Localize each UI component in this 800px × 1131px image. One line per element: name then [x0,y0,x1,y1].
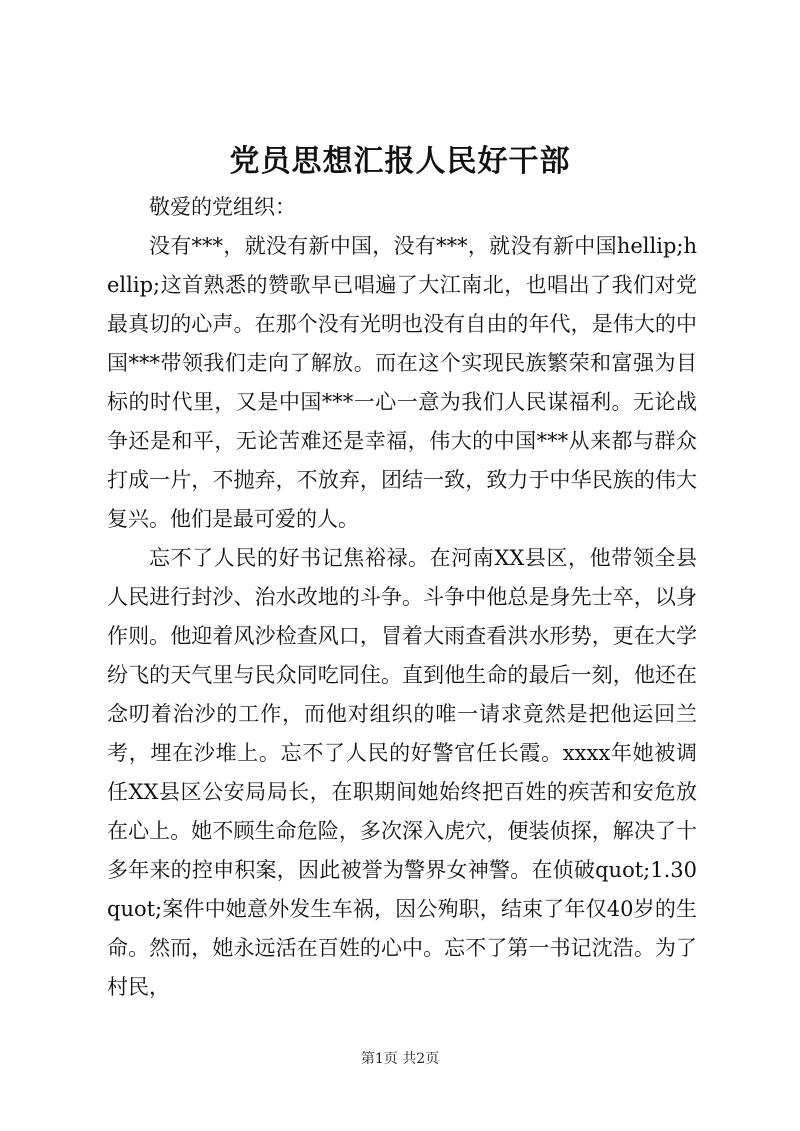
page-footer [0,1049,800,1069]
paragraph-2: 忘不了人民的好书记焦裕禄。在河南XX县区，他带领全县人民进行封沙、治水改地的斗争。斗争中他总是身先士卒，以身作则。他迎着风沙检查风口，冒着大雨查看洪水形势，更在大学纷飞的天气里与民众同吃同住。直到他生命的最后一刻，他还在念叨着治沙的工作，而他对组织的唯一请求竟然是把他运回兰考，埋在沙堆上。忘不了人民的好警官任长霞。xxxx年她被调任XX县区公安局局长，在职期间她始终把百姓的疾苦和安危放在心上。她不顾生命危险，多次深入虎穴，便装侦探，解决了十多年来的控申积案，因此被誉为警界女神警。在侦破quot;1.30quot;案件中她意外发生车祸，因公殉职，结束了年仅40岁的生命。然而，她永远活在百姓的心中。忘不了第一书记沈浩。为了村民， [107,546,697,999]
document-body [107,188,697,1007]
page-number-label: 第1页 共2页 [360,1051,440,1067]
document-title: 党员思想汇报人民好干部 [229,144,571,179]
salutation: 敬爱的党组织： [149,195,296,219]
paragraph-1: 没有***，就没有新中国，没有***，就没有新中国hellip;hellip;这首熟悉的赞歌早已唱遍了大江南北，也唱出了我们对党最真切的心声。在那个没有光明也没有自由的年代，是伟大的中国***带领我们走向了解放。而在这个实现民族繁荣和富强为目标的时代里，又是中国***一心一意为我们人民谋福利。无论战争还是和平，无论苦难还是幸福，伟大的中国***从来都与群众打成一片，不抛弃，不放弃，团结一致，致力于中华民族的伟大复兴。他们是最可爱的人。 [107,234,697,531]
